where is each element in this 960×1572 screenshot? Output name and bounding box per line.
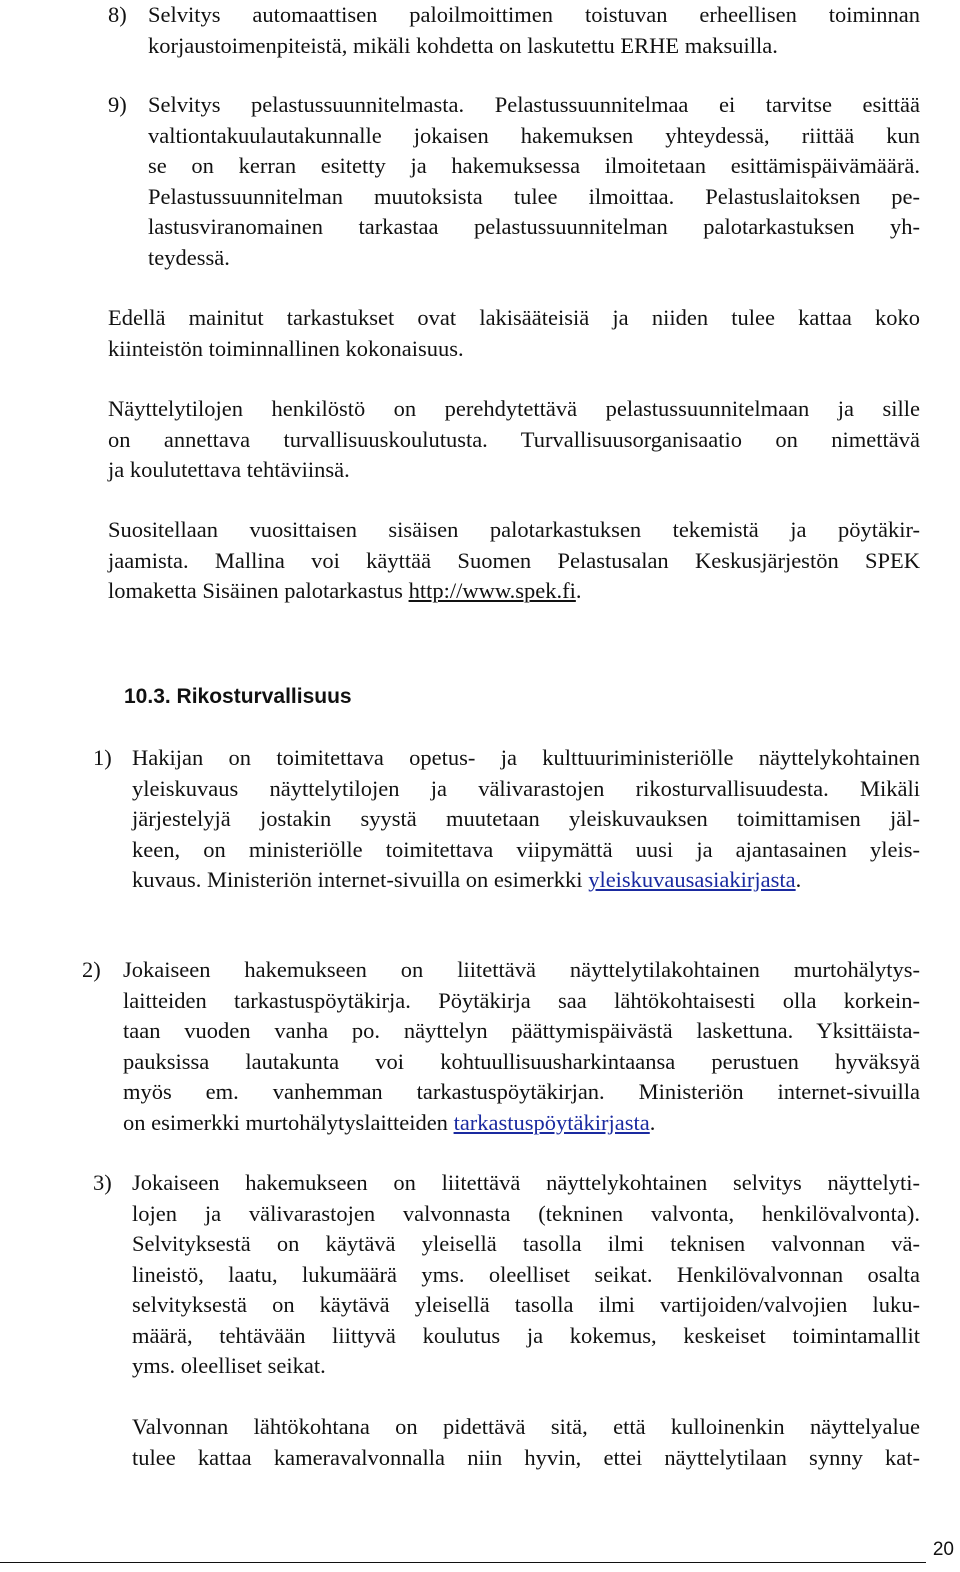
text-line	[132, 865, 920, 896]
text-line: Jokaiseen hakemukseen on liitettävä näyttelykohtainen selvitys näyttelyti-	[132, 1170, 920, 1195]
text-line: Jokaiseen hakemukseen on liitettävä näyttelytilakohtainen murtohälytys-	[123, 957, 920, 982]
crime-item-2-text	[123, 955, 920, 1138]
text-line: tulee kattaa kameravalvonnalla niin hyvin, ettei näyttelytilaan synny kat-	[132, 1444, 920, 1470]
text-line: yms. oleelliset seikat.	[132, 1353, 326, 1378]
text-line: jaamista. Mallina voi käyttää Suomen Pelastusalan Keskusjärjestön SPEK	[108, 547, 920, 573]
paragraph-internal-inspection	[108, 515, 920, 607]
crime-item-3-text	[132, 1168, 920, 1382]
item-9-number: 9)	[108, 92, 127, 117]
text-line: Edellä mainitut tarkastukset ovat lakisääteisiä ja niiden tulee kattaa koko	[108, 305, 920, 330]
text-span: .	[795, 867, 802, 892]
text-span: lomaketta Sisäinen palotarkastus	[108, 578, 409, 603]
crime-item-3-number: 3)	[93, 1170, 112, 1195]
text-line: lineistö, laatu, lukumäärä yms. oleelliset seikat. Henkilövalvonnan osalta	[132, 1261, 920, 1287]
text-line: valtiontakuulautakunnalle jokaisen hakemuksen yhteydessä, riittää kun	[148, 122, 920, 148]
text-line: Valvonnan lähtökohtana on pidettävä sitä, että kulloinenkin näyttelyalue	[132, 1414, 920, 1439]
text-line: selvityksestä on käytävä yleisellä tasolla ilmi vartijoiden/valvojien luku-	[132, 1292, 920, 1317]
text-span: .	[649, 1109, 656, 1135]
text-line: Hakijan on toimitettava opetus- ja kulttuuriministeriölle näyttelykohtainen	[132, 745, 920, 770]
text-span: kuvaus. Ministeriön internet-sivuilla on esimerkki	[132, 867, 589, 892]
text-line: Näyttelytilojen henkilöstö on perehdytettävä pelastussuunnitelmaan ja sille	[108, 396, 920, 421]
paragraph-staff-training	[108, 394, 920, 486]
page-number: 20	[932, 1539, 954, 1560]
text-span: .	[575, 578, 582, 603]
text-line: keen, on ministeriölle toimitettava viipymättä uusi ja ajantasainen yleis-	[132, 836, 920, 862]
paragraph-surveillance	[132, 1412, 920, 1473]
text-line: pauksissa lautakunta voi kohtuullisuusharkintaansa perustuen hyväksyä	[123, 1048, 920, 1074]
text-line: Suositellaan vuosittaisen sisäisen palotarkastuksen tekemistä ja pöytäkir-	[108, 517, 920, 542]
text-span: on esimerkki murtohälytyslaitteiden	[123, 1109, 454, 1135]
section-heading: 10.3. Rikosturvallisuus	[124, 685, 352, 708]
item-8-text	[148, 0, 920, 61]
text-line: ja koulutettava tehtäviinsä.	[108, 457, 350, 482]
text-line: teydessä.	[148, 244, 230, 270]
item-8-number: 8)	[108, 2, 127, 27]
crime-item-1-number: 1)	[93, 745, 112, 770]
text-line: myös em. vanhemman tarkastuspöytäkirjan. Ministeriön internet-sivuilla	[123, 1079, 920, 1104]
text-line: korjaustoimenpiteistä, mikäli kohdetta on laskutettu ERHE maksuilla.	[148, 32, 778, 58]
text-line: lastusviranomainen tarkastaa pelastussuunnitelman palotarkastuksen yh-	[148, 214, 920, 239]
paragraph-statutory-inspections	[108, 303, 920, 364]
inspection-report-link[interactable]: tarkastuspöytäkirjasta	[453, 1109, 650, 1135]
text-line: Selvityksestä on käytävä yleisellä tasolla ilmi teknisen valvonnan vä-	[132, 1231, 920, 1256]
crime-item-1-text	[132, 743, 920, 896]
text-line: taan vuoden vanha po. näyttelyn päättymispäivästä laskettuna. Yksittäista-	[123, 1018, 920, 1043]
text-line: on annettava turvallisuuskoulutusta. Turvallisuusorganisaatio on nimettävä	[108, 426, 920, 452]
general-description-link[interactable]: yleiskuvausasiakirjasta	[588, 867, 796, 892]
crime-item-2-number: 2)	[82, 957, 101, 982]
text-line: Pelastussuunnitelman muutoksista tulee ilmoittaa. Pelastuslaitoksen pe-	[148, 183, 920, 209]
text-line: Selvitys automaattisen paloilmoittimen toistuvan erheellisen toiminnan	[148, 2, 920, 27]
spek-link[interactable]: http://www.spek.fi	[408, 578, 576, 603]
text-line: se on kerran esitetty ja hakemuksessa ilmoitetaan esittämispäivämäärä.	[148, 153, 920, 178]
text-line: laitteiden tarkastuspöytäkirja. Pöytäkirja saa lähtökohtaisesti olla korkein-	[123, 987, 920, 1013]
footer-divider	[0, 1562, 926, 1563]
text-line: kiinteistön toiminnallinen kokonaisuus.	[108, 335, 464, 361]
text-line: lojen ja välivarastojen valvonnasta (tekninen valvonta, henkilövalvonta).	[132, 1200, 920, 1226]
text-line	[108, 576, 920, 607]
text-line: määrä, tehtävään liittyvä koulutus ja kokemus, keskeiset toimintamallit	[132, 1322, 920, 1348]
text-line	[123, 1108, 920, 1139]
text-line: Selvitys pelastussuunnitelmasta. Pelastussuunnitelmaa ei tarvitse esittää	[148, 92, 920, 117]
text-line: yleiskuvaus näyttelytilojen ja välivarastojen rikosturvallisuudesta. Mikäli	[132, 775, 920, 801]
item-9-text	[148, 90, 920, 273]
text-line: järjestelyjä jostakin syystä muutetaan yleiskuvauksen toimittamisen jäl-	[132, 806, 920, 831]
